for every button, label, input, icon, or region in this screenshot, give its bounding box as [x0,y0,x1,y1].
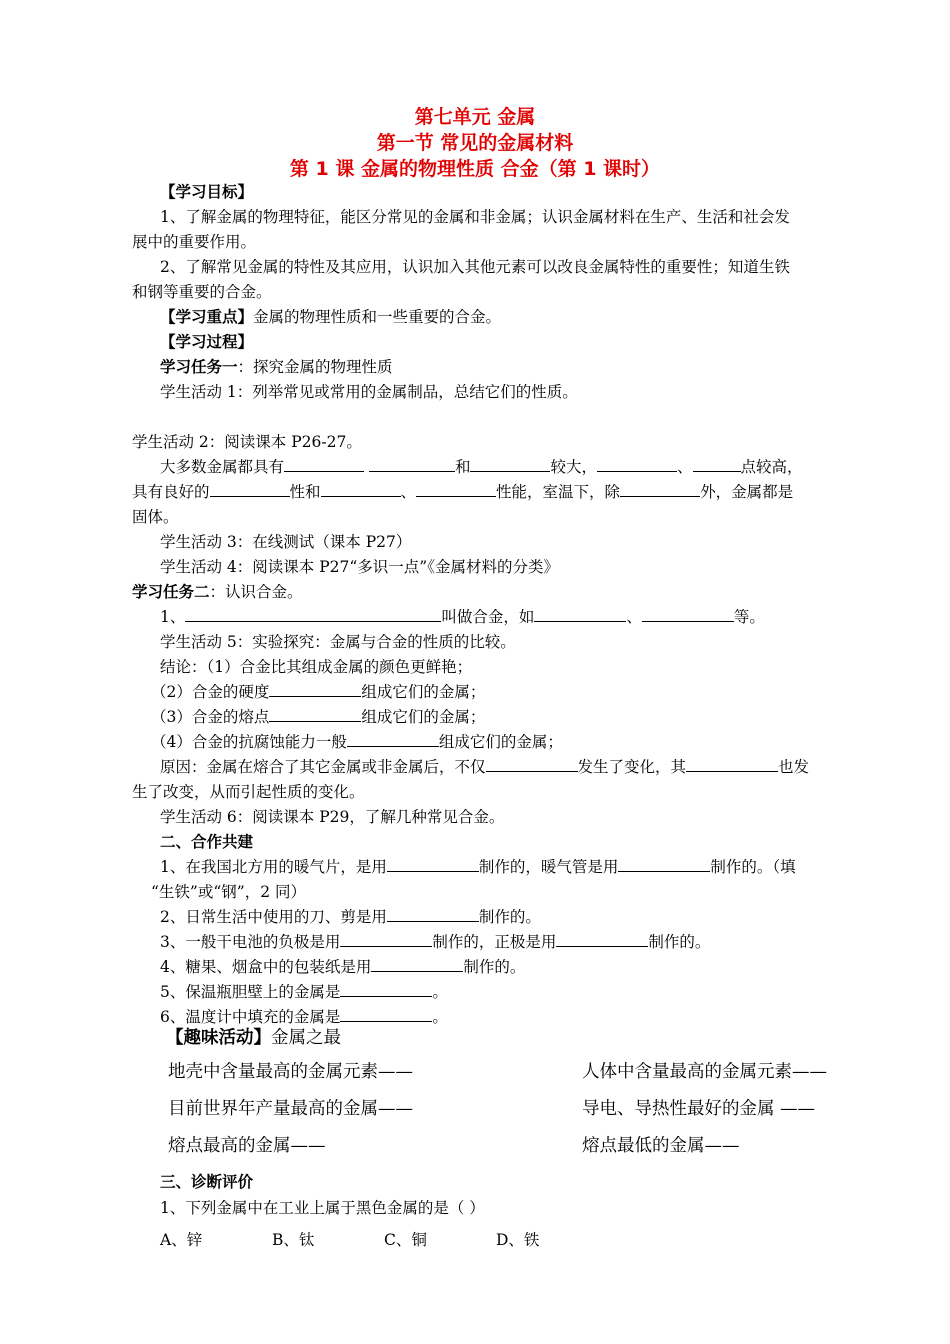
blank[interactable] [686,757,778,772]
option-d[interactable]: D、铁 [496,1231,540,1249]
conclusion-1: 结论：（1）合金比其组成金属的颜色更鲜艳； [160,658,473,676]
lesson-title: 第 1 课 金属的物理性质 合金（第 1 课时） [289,158,661,180]
reason-line-1: 原因：金属在熔合了其它金属或非金属后，不仅 发生了变化，其 也发 [160,758,810,776]
process-heading: 【学习过程】 [160,332,254,351]
blank[interactable] [340,982,432,997]
fun-item: 熔点最高的金属—— [168,1136,326,1156]
objective-1a: 1、了解金属的物理特征，能区分常见的金属和非金属；认识金属材料在生产、生活和社会发 [160,208,790,226]
blank[interactable] [597,457,677,472]
title-block [0,104,950,182]
blank[interactable] [693,457,741,472]
blank[interactable] [210,482,290,497]
objective-1b: 展中的重要作用。 [132,233,257,251]
diagnose-heading: 三、诊断评价 [160,1172,254,1191]
activity-5: 学生活动 5：实验探究：金属与合金的性质的比较。 [160,633,516,651]
blank[interactable] [620,482,700,497]
blank[interactable] [369,457,455,472]
blank[interactable] [642,607,734,622]
activity-2: 学生活动 2：阅读课本 P26-27。 [132,433,362,451]
blank[interactable] [534,607,626,622]
key-point: 【学习重点】金属的物理性质和一些重要的合金。 [160,307,502,326]
conclusion-4: （4）合金的抗腐蚀能力一般 组成它们的金属； [151,733,563,751]
task2-heading: 学习任务二：认识合金。 [132,582,303,601]
blank[interactable] [618,857,710,872]
blank[interactable] [556,932,648,947]
coop-q2: 2、日常生活中使用的刀、剪是用 制作的。 [160,908,541,926]
blank[interactable] [470,457,550,472]
reason-line-2: 生了改变，从而引起性质的变化。 [132,783,365,801]
blank[interactable] [387,857,479,872]
coop-q1: 1、在我国北方用的暖气片，是用 制作的，暖气管是用 制作的。（填 [160,858,796,876]
blank[interactable] [486,757,578,772]
diagnose-options [160,1228,880,1252]
blank[interactable] [284,457,364,472]
blank[interactable] [340,932,432,947]
conclusion-3: （3）合金的熔点 组成它们的金属； [151,708,486,726]
task1-heading: 学习任务一：探究金属的物理性质 [160,357,393,376]
blank[interactable] [387,907,479,922]
diagnose-q1: 1、下列金属中在工业上属于黑色金属的是（ ） [160,1199,485,1217]
activity-3: 学生活动 3：在线测试（课本 P27） [160,533,412,551]
fill-blank-properties: 大多数金属都具有 和 较大， 、 点较高， [160,458,803,476]
blank[interactable] [371,957,463,972]
section-title: 第一节 常见的金属材料 [376,132,574,154]
blank[interactable] [269,682,361,697]
objectives-heading: 【学习目标】 [160,182,254,201]
fill-blank-properties-2: 具有良好的 性和 、 性能，室温下，除 外，金属都是 [132,483,794,501]
coop-q1-note: “生铁”或“钢”，2 同） [151,883,306,901]
alloy-definition: 1、 叫做合金，如 、 等。 [160,608,765,626]
coop-heading: 二、合作共建 [160,832,254,851]
fun-heading: 【趣味活动】金属之最 [166,1028,341,1048]
option-b[interactable]: B、钛 [272,1231,315,1249]
blank[interactable] [347,732,439,747]
objective-2b: 和钢等重要的合金。 [132,283,272,301]
coop-q6: 6、温度计中填充的金属是 。 [160,1008,448,1026]
blank[interactable] [269,707,361,722]
coop-q5: 5、保温瓶胆壁上的金属是 。 [160,983,448,1001]
objective-2a: 2、了解常见金属的特性及其应用，认识加入其他元素可以改良金属特性的重要性；知道生铁 [160,258,790,276]
activity-1: 学生活动 1：列举常见或常用的金属制品，总结它们的性质。 [160,383,578,401]
option-c[interactable]: C、铜 [384,1231,427,1249]
fun-item: 人体中含量最高的金属元素—— [582,1062,827,1082]
activity-6: 学生活动 6：阅读课本 P29，了解几种常见合金。 [160,808,505,826]
fun-item: 目前世界年产量最高的金属—— [168,1099,413,1119]
blank[interactable] [340,1007,432,1022]
blank[interactable] [321,482,401,497]
fun-item: 熔点最低的金属—— [582,1136,740,1156]
unit-title: 第七单元 金属 [414,106,536,128]
blank[interactable] [185,607,441,622]
coop-q4: 4、糖果、烟盒中的包装纸是用 制作的。 [160,958,526,976]
blank[interactable] [416,482,496,497]
coop-q3: 3、一般干电池的负极是用 制作的，正极是用 制作的。 [160,933,711,951]
fun-item: 地壳中含量最高的金属元素—— [168,1062,413,1082]
conclusion-2: （2）合金的硬度 组成它们的金属； [151,683,486,701]
activity-4: 学生活动 4：阅读课本 P27“多识一点”《金属材料的分类》 [160,558,559,576]
fun-item: 导电、导热性最好的金属 —— [582,1099,816,1119]
fill-blank-properties-3: 固体。 [132,508,179,526]
option-a[interactable]: A、锌 [160,1231,203,1249]
